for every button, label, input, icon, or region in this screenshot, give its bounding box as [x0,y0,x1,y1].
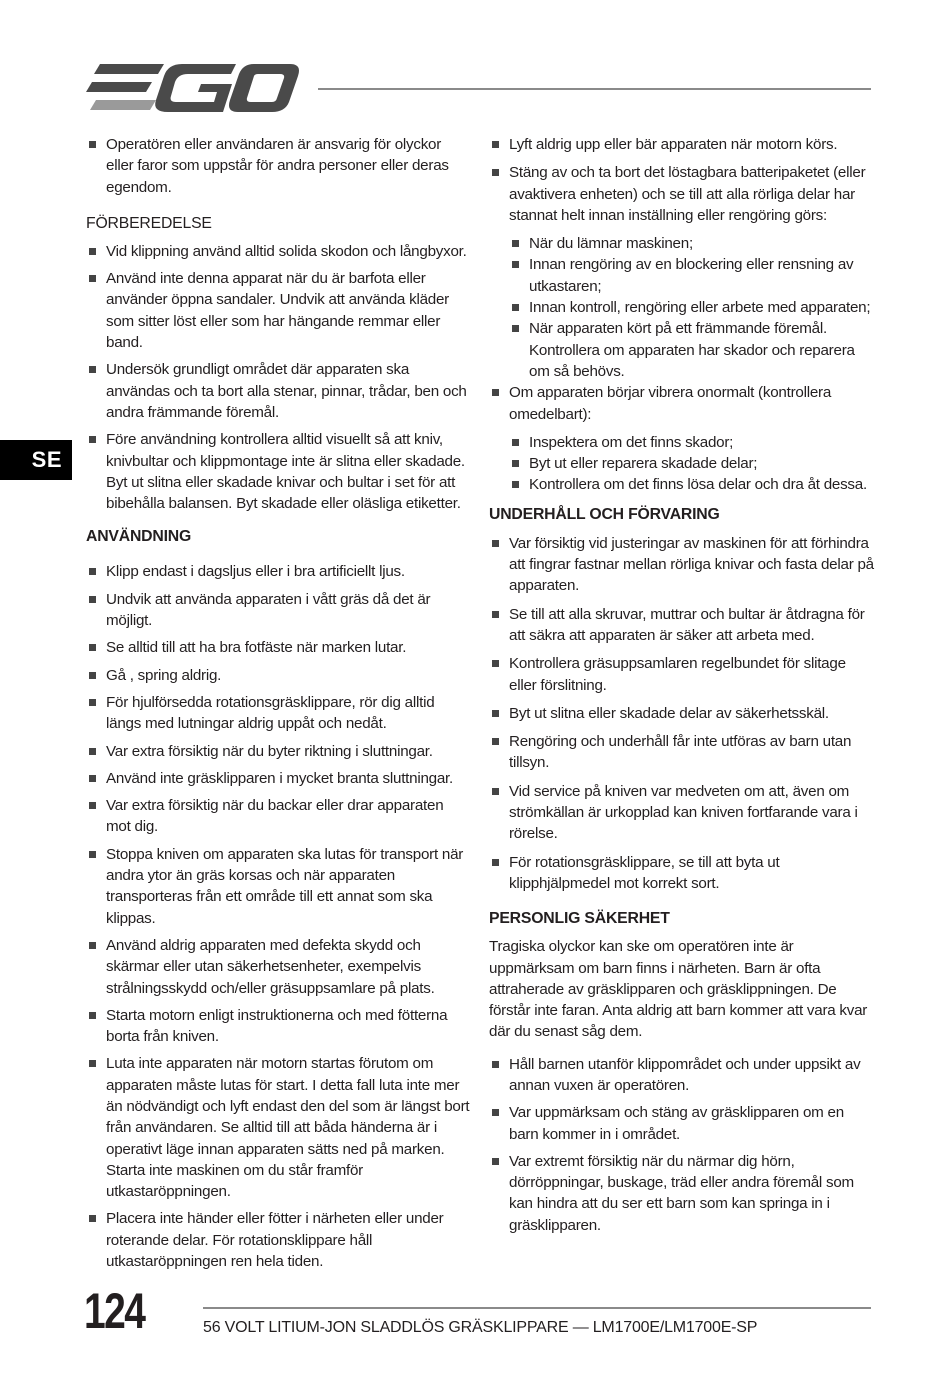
list-item: Se alltid till att ha bra fotfäste när marken lutar. [86,637,470,658]
list-item: För rotationsgräsklippare, se till att byta ut klipphjälpmedel mot korrekt sort. [489,852,875,895]
right-column [489,134,875,1236]
list-item: Var försiktig vid justeringar av maskinen för att förhindra att fingrar fastnar mellan rörliga knivar och fasta delar på apparaten. [489,533,875,597]
list-item: Undvik att använda apparaten i vått gräs då det är möjligt. [86,589,470,632]
sub-list-item: När du lämnar maskinen; [509,233,875,254]
sub-list-item: Byt ut eller reparera skadade delar; [509,453,875,474]
sub-list-item: Innan kontroll, rengöring eller arbete med apparaten; [509,297,875,318]
sub-list-item: Innan rengöring av en blockering eller rensning av utkastaren; [509,254,875,297]
list-item: För hjulförsedda rotationsgräsklippare, rör dig alltid längs med lutningar aldrig uppåt och nedåt. [86,692,470,735]
sub-list-item: Inspektera om det finns skador; [509,432,875,453]
list-item: Var extra försiktig när du backar eller drar apparaten mot dig. [86,795,470,838]
footer-rule [203,1307,871,1309]
list-item: Luta inte apparaten när motorn startas förutom om apparaten måste lutas för start. I detta fall luta inte mer än nödvändigt och lyft endast den del som är längst bort från användaren. Se alltid till att båda händerna är i operativt läge innan apparaten sätts ned på marken. Starta inte maskinen om du står framför utkastaröppningen. [86,1053,470,1202]
list-item: Använd inte gräsklipparen i mycket branta sluttningar. [86,768,470,789]
list-item: Vid service på kniven var medveten om att, även om strömkällan är urkopplad kan kniven fortfarande vara i rörelse. [489,781,875,845]
list-item: Vid klippning använd alltid solida skodon och långbyxor. [86,241,470,262]
list-item: Starta motorn enligt instruktionerna och med fötterna borta från kniven. [86,1005,470,1048]
list-item: Undersök grundligt området där apparaten ska användas och ta bort alla stenar, pinnar, trådar, ben och andra främmande föremål. [86,359,470,423]
list-item: Använd aldrig apparaten med defekta skydd och skärmar eller utan säkerhetsenheter, exempelvis strålningsskydd och/eller gräsuppsamlare på plats. [86,935,470,999]
list-item: Placera inte händer eller fötter i närheten eller under roterande delar. För rotationsklippare håll utkastaröppningen ren hela tiden. [86,1208,470,1272]
list-item: Se till att alla skruvar, muttrar och bultar är åtdragna för att säkra att apparaten är säker att arbeta med. [489,604,875,647]
list-item: Klipp endast i dagsljus eller i bra artificiellt ljus. [86,561,470,582]
page-number: 124 [84,1283,145,1339]
list-item: Operatören eller användaren är ansvarig för olyckor eller faror som uppstår för andra personer eller deras egendom. [86,134,470,198]
list-item: Håll barnen utanför klippområdet och under uppsikt av annan vuxen är operatören. [489,1054,875,1097]
section-heading-personal-safety: PERSONLIG SÄKERHET [489,910,670,928]
sub-list-item: Kontrollera om det finns lösa delar och dra åt dessa. [509,474,875,495]
list-item: Stäng av och ta bort det löstagbara batteripaketet (eller avaktivera enheten) och se till att alla rörliga delar har stannat helt innan inställning eller rengöring görs: [489,162,875,226]
header-rule [318,88,871,90]
list-item: Använd inte denna apparat när du är barfota eller använder öppna sandaler. Undvik att använda kläder som sitter löst eller som har hängande remmar eller band. [86,268,470,353]
ego-logo [86,62,300,114]
list-item: Stoppa kniven om apparaten ska lutas för transport när andra ytor än gräs korsas och när apparaten transporteras från ett område till ett annat som ska klippas. [86,844,470,929]
list-item: Rengöring och underhåll får inte utföras av barn utan tillsyn. [489,731,875,774]
list-item: Byt ut slitna eller skadade delar av säkerhetsskäl. [489,703,875,724]
left-column [86,134,470,1272]
list-item: Var extremt försiktig när du närmar dig hörn, dörröppningar, buskage, träd eller andra föremål som kan hindra att du ser ett barn som kan springa in i gräsklipparen. [489,1151,875,1236]
language-tab: SE [0,440,72,480]
list-item: Var uppmärksam och stäng av gräsklipparen om en barn kommer in i området. [489,1102,875,1145]
section-heading-usage: ANVÄNDNING [86,528,192,546]
footer-title: 56 VOLT LITIUM-JON SLADDLÖS GRÄSKLIPPARE — LM1700E/LM1700E-SP [203,1319,758,1336]
list-item: Om apparaten börjar vibrera onormalt (kontrollera omedelbart): [489,382,875,425]
list-item: Gå , spring aldrig. [86,665,470,686]
paragraph: Tragiska olyckor kan ske om operatören inte är uppmärksam om barn finns i närheten. Barn är ofta attraherade av gräsklipparen och gräsklippningen. De förstår inte faran. Anta aldrig att barn kommer att vara kvar där du senast såg dem. [489,938,868,1041]
list-item: Lyft aldrig upp eller bär apparaten när motorn körs. [489,134,875,155]
section-heading-preparation: FÖRBEREDELSE [86,214,212,232]
list-item: Före användning kontrollera alltid visuellt så att kniv, knivbultar och klippmontage inte är slitna eller skadade. Byt ut slitna eller skadade knivar och bultar i set för att bibehålla balansen. Byt skadade eller oläsliga etiketter. [86,429,470,514]
sub-list-item: När apparaten kört på ett främmande föremål. Kontrollera om apparaten har skador och reparera om så behövs. [509,318,875,382]
list-item: Var extra försiktig när du byter riktning i sluttningar. [86,741,470,762]
list-item: Kontrollera gräsuppsamlaren regelbundet för slitage eller förslitning. [489,653,875,696]
section-heading-maintenance: UNDERHÅLL OCH FÖRVARING [489,505,720,523]
